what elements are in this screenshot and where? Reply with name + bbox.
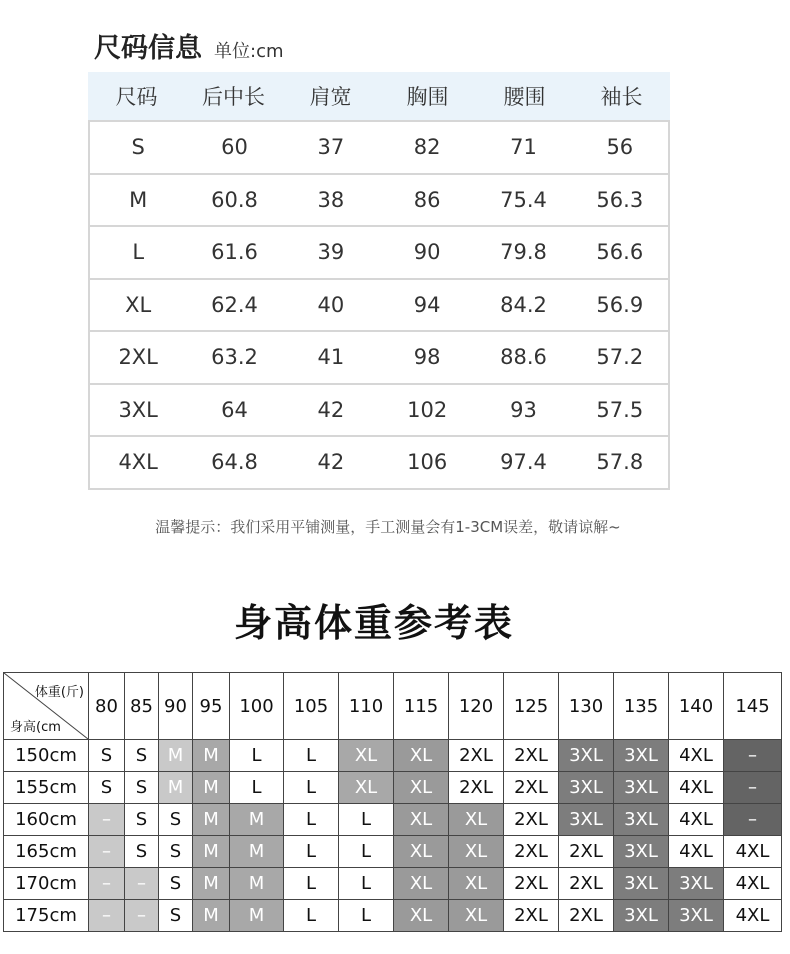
size-info-title-row xyxy=(94,26,284,65)
weight-header-cell: 125 xyxy=(504,673,559,740)
weight-header-cell: 90 xyxy=(159,673,193,740)
size-cell: 56.6 xyxy=(596,240,644,265)
size-cell: 37 xyxy=(317,135,345,160)
height-label: 175cm xyxy=(4,900,89,932)
size-cell: 42 xyxy=(317,450,345,475)
size-recommendation-cell: XL xyxy=(449,804,504,836)
size-recommendation-cell: – xyxy=(89,868,125,900)
size-recommendation-cell: 2XL xyxy=(504,836,559,868)
size-recommendation-cell: 4XL xyxy=(669,804,724,836)
size-recommendation-cell: XL xyxy=(394,836,449,868)
size-recommendation-cell: M xyxy=(193,900,230,932)
size-recommendation-cell: 3XL xyxy=(559,772,614,804)
size-cell: 63.2 xyxy=(211,345,258,370)
size-cell: 94 xyxy=(413,292,441,317)
size-cell: 60.8 xyxy=(211,187,258,212)
size-recommendation-cell: 4XL xyxy=(669,740,724,772)
size-header-cell: 腰围 xyxy=(503,85,546,109)
size-info-unit: 单位:cm xyxy=(214,41,284,62)
weight-header-cell: 145 xyxy=(724,673,782,740)
size-recommendation-cell: – xyxy=(89,836,125,868)
size-header-cell: 后中长 xyxy=(202,85,265,109)
size-recommendation-cell: XL xyxy=(394,740,449,772)
size-recommendation-cell: 2XL xyxy=(449,772,504,804)
size-recommendation-cell: S xyxy=(125,804,159,836)
size-recommendation-cell: 3XL xyxy=(614,868,669,900)
size-recommendation-cell: S xyxy=(159,836,193,868)
size-table-body xyxy=(88,120,670,490)
size-cell: 82 xyxy=(413,135,441,160)
size-recommendation-cell: 4XL xyxy=(724,836,782,868)
size-header-cell: 尺码 xyxy=(115,85,158,109)
size-recommendation-cell: S xyxy=(89,772,125,804)
weight-header-cell: 100 xyxy=(230,673,284,740)
size-recommendation-cell: L xyxy=(284,804,339,836)
size-recommendation-cell: 4XL xyxy=(669,772,724,804)
size-recommendation-cell: L xyxy=(284,772,339,804)
weight-header-cell: 115 xyxy=(394,673,449,740)
size-cell: 102 xyxy=(407,397,448,422)
height-label: 155cm xyxy=(4,772,89,804)
size-cell: 84.2 xyxy=(500,292,547,317)
size-cell: 57.2 xyxy=(596,345,644,370)
size-recommendation-cell: M xyxy=(193,772,230,804)
size-recommendation-cell: 2XL xyxy=(504,804,559,836)
size-recommendation-cell: S xyxy=(159,900,193,932)
size-cell: 64 xyxy=(221,397,248,422)
size-recommendation-cell: S xyxy=(89,740,125,772)
height-label: 150cm xyxy=(4,740,89,772)
size-cell: L xyxy=(132,240,145,265)
height-row xyxy=(4,900,782,932)
size-cell: 39 xyxy=(317,240,345,265)
size-recommendation-cell: M xyxy=(193,868,230,900)
size-recommendation-cell: L xyxy=(284,900,339,932)
size-recommendation-cell: L xyxy=(339,900,394,932)
size-recommendation-cell: 2XL xyxy=(504,900,559,932)
size-cell: 97.4 xyxy=(500,450,547,475)
height-weight-body xyxy=(4,740,782,932)
size-cell: 57.8 xyxy=(596,450,644,475)
weight-header-cell: 95 xyxy=(193,673,230,740)
size-table xyxy=(88,72,670,490)
height-axis-label: 身高(cm xyxy=(10,720,61,735)
weight-axis-label: 体重(斤) xyxy=(34,685,84,700)
height-weight-table xyxy=(3,672,782,932)
size-recommendation-cell: L xyxy=(230,740,284,772)
size-recommendation-cell: – xyxy=(724,804,782,836)
size-recommendation-cell: – xyxy=(724,740,782,772)
size-recommendation-cell: M xyxy=(230,900,284,932)
size-recommendation-cell: 2XL xyxy=(504,868,559,900)
size-recommendation-cell: XL xyxy=(394,868,449,900)
size-cell: 42 xyxy=(317,397,345,422)
size-recommendation-cell: 2XL xyxy=(504,772,559,804)
size-info-title: 尺码信息 xyxy=(94,33,202,64)
size-cell: 41 xyxy=(317,345,345,370)
size-cell: 60 xyxy=(221,135,248,160)
weight-header-cell: 85 xyxy=(125,673,159,740)
size-recommendation-cell: L xyxy=(284,740,339,772)
size-cell: 106 xyxy=(407,450,448,475)
size-recommendation-cell: 3XL xyxy=(614,772,669,804)
size-cell: M xyxy=(129,187,148,212)
size-recommendation-cell: M xyxy=(193,804,230,836)
size-cell: 3XL xyxy=(118,397,158,422)
size-recommendation-cell: 4XL xyxy=(724,868,782,900)
weight-header-row xyxy=(4,673,782,740)
height-row xyxy=(4,740,782,772)
weight-header-cell: 110 xyxy=(339,673,394,740)
size-cell: 90 xyxy=(413,240,441,265)
size-cell: 56.9 xyxy=(596,292,644,317)
size-recommendation-cell: M xyxy=(193,740,230,772)
size-recommendation-cell: 3XL xyxy=(559,804,614,836)
height-row xyxy=(4,772,782,804)
size-recommendation-cell: XL xyxy=(449,836,504,868)
size-recommendation-cell: – xyxy=(125,868,159,900)
size-cell: S xyxy=(131,135,145,160)
size-recommendation-cell: 4XL xyxy=(724,900,782,932)
size-recommendation-cell: L xyxy=(230,772,284,804)
size-cell: 38 xyxy=(317,187,345,212)
size-header-cell: 胸围 xyxy=(406,85,449,109)
size-recommendation-cell: M xyxy=(159,772,193,804)
size-row xyxy=(90,120,668,173)
size-cell: 71 xyxy=(510,135,537,160)
size-cell: 61.6 xyxy=(211,240,258,265)
weight-header-cell: 80 xyxy=(89,673,125,740)
size-recommendation-cell: XL xyxy=(339,740,394,772)
size-recommendation-cell: – xyxy=(125,900,159,932)
size-recommendation-cell: 3XL xyxy=(614,804,669,836)
weight-header-cell: 135 xyxy=(614,673,669,740)
size-recommendation-cell: XL xyxy=(394,804,449,836)
height-label: 165cm xyxy=(4,836,89,868)
size-recommendation-cell: XL xyxy=(394,772,449,804)
size-recommendation-cell: M xyxy=(159,740,193,772)
size-header-cell: 袖长 xyxy=(600,85,643,109)
measurement-note: 温馨提示：我们采用平铺测量，手工测量会有1-3CM误差，敬请谅解~ xyxy=(155,518,621,536)
size-recommendation-cell: S xyxy=(125,740,159,772)
size-cell: 93 xyxy=(510,397,537,422)
size-recommendation-cell: 3XL xyxy=(559,740,614,772)
size-recommendation-cell: 3XL xyxy=(669,868,724,900)
weight-header-cell: 105 xyxy=(284,673,339,740)
size-cell: 75.4 xyxy=(500,187,547,212)
size-recommendation-cell: 2XL xyxy=(559,868,614,900)
size-recommendation-cell: M xyxy=(230,804,284,836)
size-recommendation-cell: 2XL xyxy=(559,836,614,868)
size-cell: 57.5 xyxy=(596,397,644,422)
weight-header-cell: 140 xyxy=(669,673,724,740)
size-row xyxy=(90,383,668,436)
size-cell: 88.6 xyxy=(500,345,547,370)
height-row xyxy=(4,868,782,900)
height-row xyxy=(4,836,782,868)
size-recommendation-cell: M xyxy=(230,836,284,868)
size-row xyxy=(90,278,668,331)
size-recommendation-cell: S xyxy=(125,772,159,804)
size-header-cell: 肩宽 xyxy=(309,85,352,109)
size-recommendation-cell: 3XL xyxy=(614,740,669,772)
size-table-header xyxy=(88,72,670,120)
size-recommendation-cell: 2XL xyxy=(559,900,614,932)
size-recommendation-cell: L xyxy=(339,868,394,900)
size-recommendation-cell: 3XL xyxy=(614,836,669,868)
size-recommendation-cell: 3XL xyxy=(614,900,669,932)
size-recommendation-cell: M xyxy=(230,868,284,900)
size-recommendation-cell: 2XL xyxy=(504,740,559,772)
size-cell: 2XL xyxy=(118,345,158,370)
size-cell: 40 xyxy=(317,292,345,317)
table-corner xyxy=(4,673,89,740)
height-row xyxy=(4,804,782,836)
reference-title: 身高体重参考表 xyxy=(233,601,514,645)
size-recommendation-cell: XL xyxy=(394,900,449,932)
size-cell: 56 xyxy=(606,135,634,160)
size-cell: 86 xyxy=(413,187,441,212)
weight-header-cell: 120 xyxy=(449,673,504,740)
size-recommendation-cell: S xyxy=(159,868,193,900)
size-cell: XL xyxy=(125,292,152,317)
weight-header-cell: 130 xyxy=(559,673,614,740)
size-cell: 64.8 xyxy=(211,450,258,475)
size-row xyxy=(90,330,668,383)
size-row xyxy=(90,435,668,488)
size-recommendation-cell: S xyxy=(159,804,193,836)
size-cell: 79.8 xyxy=(500,240,547,265)
size-row xyxy=(90,225,668,278)
size-recommendation-cell: XL xyxy=(449,900,504,932)
size-row xyxy=(90,173,668,226)
height-label: 160cm xyxy=(4,804,89,836)
size-recommendation-cell: L xyxy=(339,804,394,836)
height-label: 170cm xyxy=(4,868,89,900)
size-recommendation-cell: L xyxy=(284,868,339,900)
size-recommendation-cell: – xyxy=(724,772,782,804)
size-cell: 62.4 xyxy=(211,292,258,317)
size-recommendation-cell: – xyxy=(89,804,125,836)
size-recommendation-cell: 3XL xyxy=(669,900,724,932)
size-recommendation-cell: M xyxy=(193,836,230,868)
size-cell: 56.3 xyxy=(596,187,644,212)
size-cell: 4XL xyxy=(118,450,158,475)
size-recommendation-cell: 4XL xyxy=(669,836,724,868)
size-recommendation-cell: 2XL xyxy=(449,740,504,772)
size-recommendation-cell: S xyxy=(125,836,159,868)
size-recommendation-cell: L xyxy=(339,836,394,868)
size-recommendation-cell: – xyxy=(89,900,125,932)
size-recommendation-cell: XL xyxy=(449,868,504,900)
size-recommendation-cell: XL xyxy=(339,772,394,804)
size-recommendation-cell: L xyxy=(284,836,339,868)
size-cell: 98 xyxy=(413,345,441,370)
